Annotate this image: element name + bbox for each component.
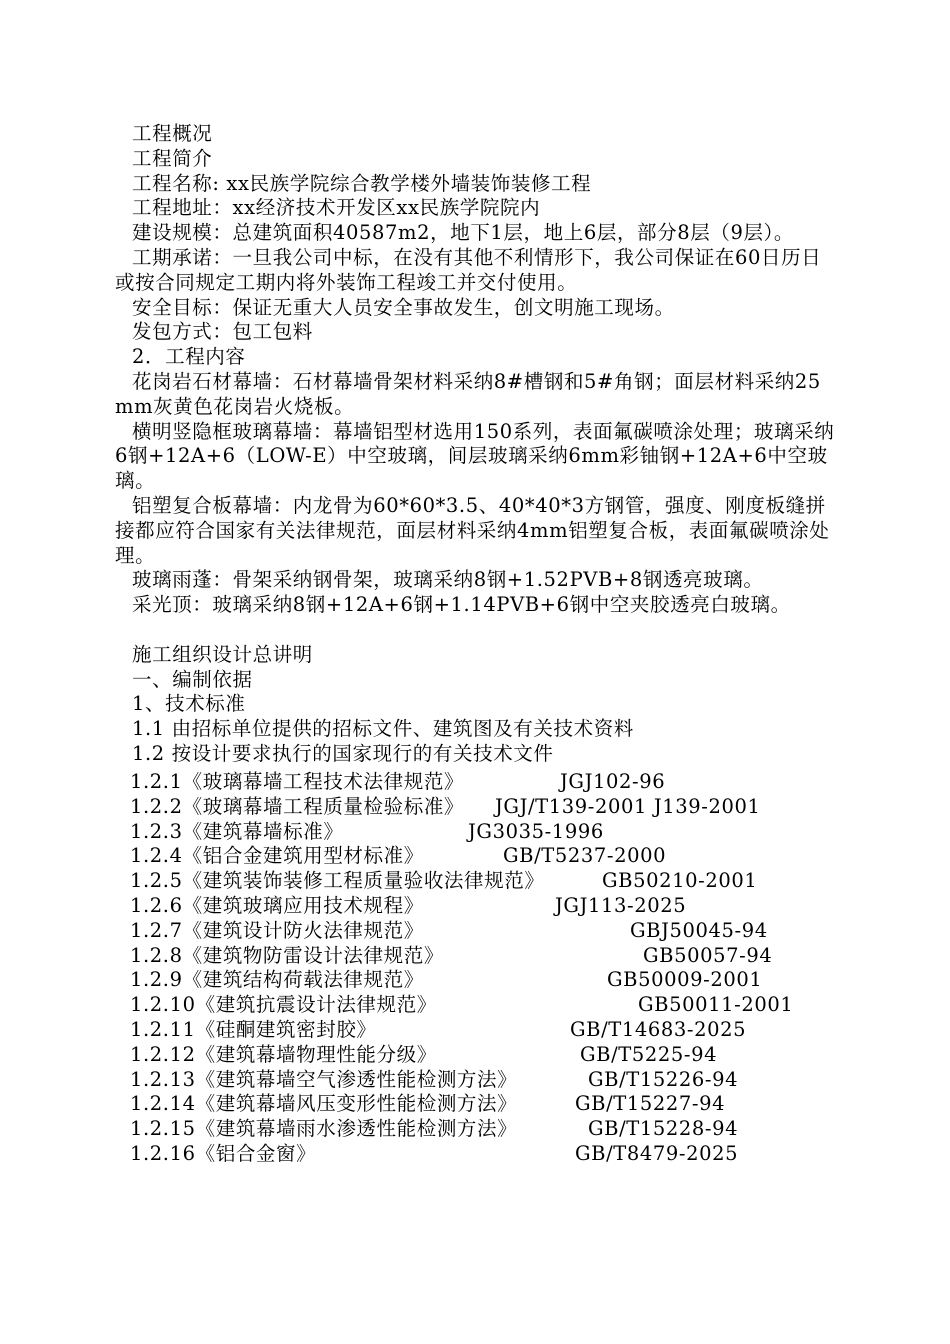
standard-row xyxy=(130,770,890,795)
heading-basis: 一、编制依据 xyxy=(132,667,253,691)
standard-row xyxy=(130,820,890,845)
standard-title: 1.2.16《铝合金窗》 xyxy=(130,1141,317,1165)
item-1-1: 1.1 由招标单位提供的招标文件、建筑图及有关技术资料 xyxy=(132,717,634,741)
standard-code: JGJ102-96 xyxy=(560,770,666,793)
project-name: 工程名称: xx民族学院综合教学楼外墙装饰装修工程 xyxy=(132,171,592,195)
standard-title: 1.2.3《建筑幕墙标准》 xyxy=(130,819,344,843)
standard-title: 1.2.11《硅酮建筑密封胶》 xyxy=(130,1017,377,1041)
paragraph-scale: 建设规模：总建筑面积40587m2，地下1层，地上6层，部分8层（9层）。 xyxy=(132,221,795,245)
standard-code: GB/T15226-94 xyxy=(588,1067,739,1091)
blank-line xyxy=(115,618,835,643)
standard-row xyxy=(130,1043,890,1068)
paragraph-glass-curtain: 横明竖隐框玻璃幕墙：幕墙铝型材选用150系列，表面氟碳喷涂处理；玻璃采纳6钢+12A+6（LOW-E）中空玻璃，间层玻璃采纳6mm彩铀钢+12A+6中空玻璃。 xyxy=(115,419,835,493)
standard-code: GB50011-2001 xyxy=(638,993,794,1017)
project-address: 工程地址：xx经济技术开发区xx民族学院院内 xyxy=(132,196,541,220)
paragraph-safety: 安全目标：保证无重大人员安全事故发生，创文明施工现场。 xyxy=(132,295,675,319)
paragraph-granite: 花岗岩石材幕墙：石材幕墙骨架材料采纳8#槽钢和5#角钢；面层材料采纳25mm灰黄色花岗岩火烧板。 xyxy=(115,369,821,418)
standard-title: 1.2.15《建筑幕墙雨水渗透性能检测方法》 xyxy=(130,1117,518,1141)
heading-general: 施工组织设计总讲明 xyxy=(132,642,313,666)
paragraph-schedule: 工期承诺：一旦我公司中标，在没有其他不利情形下，我公司保证在60日历日或按合同规定工期内将外装饰工程竣工并交付使用。 xyxy=(115,245,822,294)
standard-code: GBJ50045-94 xyxy=(630,918,768,942)
standard-title: 1.2.9《建筑结构荷载法律规范》 xyxy=(130,968,424,992)
standards-list xyxy=(130,770,890,1167)
standard-title: 1.2.12《建筑幕墙物理性能分级》 xyxy=(130,1042,437,1066)
standard-code: JG3035-1996 xyxy=(468,819,604,843)
document-body xyxy=(115,122,835,767)
standard-row xyxy=(130,1068,890,1093)
standard-title: 1.2.7《建筑设计防火法律规范》 xyxy=(130,918,424,942)
standard-code: GB/T15228-94 xyxy=(588,1117,739,1141)
standard-code: GB/T15227-94 xyxy=(575,1092,726,1116)
standard-code: GB/T14683-2025 xyxy=(570,1017,747,1041)
standard-code: GB50210-2001 xyxy=(602,869,758,893)
standard-code: JGJ/T139-2001 J139-2001 xyxy=(495,794,761,818)
standard-row xyxy=(130,944,890,969)
standard-row xyxy=(130,1092,890,1117)
standard-code: GB50057-94 xyxy=(643,943,773,967)
standard-row xyxy=(130,894,890,919)
standard-title: 1.2.4《铝合金建筑用型材标准》 xyxy=(130,844,424,868)
standard-row xyxy=(130,869,890,894)
item-1-2: 1.2 按设计要求执行的国家现行的有关技术文件 xyxy=(132,741,554,765)
standard-row xyxy=(130,1117,890,1142)
paragraph-contract: 发包方式：包工包料 xyxy=(132,320,313,344)
standard-code: GB/T5237-2000 xyxy=(503,844,667,868)
standard-title: 1.2.13《建筑幕墙空气渗透性能检测方法》 xyxy=(130,1067,518,1091)
heading-scope: 2．工程内容 xyxy=(132,345,246,369)
standard-row xyxy=(130,844,890,869)
standard-row xyxy=(130,968,890,993)
standard-code: GB/T5225-94 xyxy=(580,1042,718,1066)
paragraph-skylight: 采光顶：玻璃采纳8钢+12A+6钢+1.14PVB+6钢中空夹胶透亮白玻璃。 xyxy=(132,593,791,617)
standard-title: 1.2.8《建筑物防雷设计法律规范》 xyxy=(130,943,444,967)
paragraph-canopy: 玻璃雨蓬：骨架采纳钢骨架，玻璃采纳8钢+1.52PVB+8钢透亮玻璃。 xyxy=(132,568,764,592)
standard-row xyxy=(130,795,890,820)
heading-tech-standards: 1、技术标准 xyxy=(132,692,246,716)
standard-title: 1.2.10《建筑抗震设计法律规范》 xyxy=(130,993,437,1017)
standard-row xyxy=(130,919,890,944)
standard-title: 1.2.5《建筑装饰装修工程质量验收法律规范》 xyxy=(130,869,545,893)
standard-title: 1.2.14《建筑幕墙风压变形性能检测方法》 xyxy=(130,1092,518,1116)
standard-row xyxy=(130,1018,890,1043)
paragraph-aluminum-panel: 铝塑复合板幕墙：内龙骨为60*60*3.5、40*40*3方钢管，强度、刚度板缝拼接都应符合国家有关法律规范，面层材料采纳4mm铝塑复合板，表面氟碳喷涂处理。 xyxy=(115,493,830,567)
standard-title: 1.2.6《建筑玻璃应用技术规程》 xyxy=(130,893,424,917)
heading-project-overview: 工程概况 xyxy=(132,122,213,145)
standard-code: GB/T8479-2025 xyxy=(575,1141,739,1165)
standard-code: GB50009-2001 xyxy=(607,968,763,992)
standard-code: JGJ113-2025 xyxy=(555,893,687,917)
standard-row xyxy=(130,993,890,1018)
standard-row xyxy=(130,1142,890,1167)
standard-title: 1.2.2《玻璃幕墙工程质量检验标准》 xyxy=(130,794,465,818)
standard-title: 1.2.1《玻璃幕墙工程技术法律规范》 xyxy=(130,770,465,793)
heading-project-intro: 工程简介 xyxy=(132,146,213,170)
